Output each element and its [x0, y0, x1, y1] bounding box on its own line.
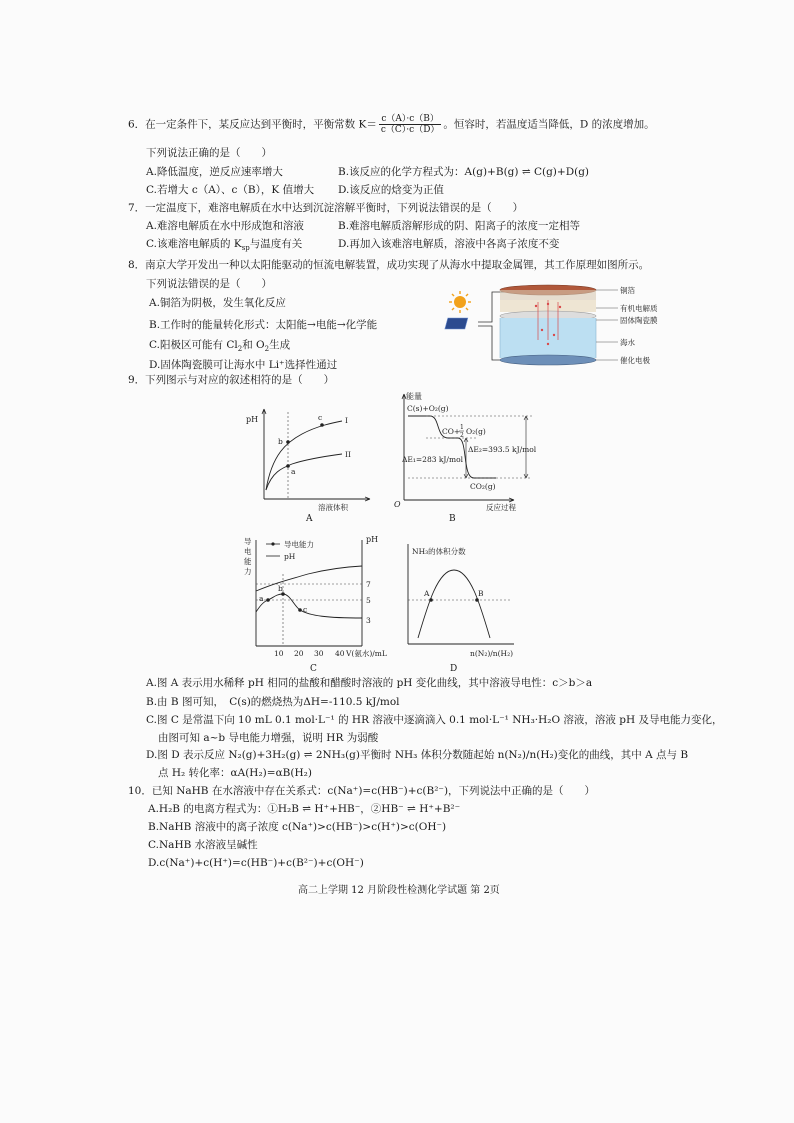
q9-option-d-line2: 点 H₂ 转化率：αA(H₂)=αB(H₂) — [158, 767, 312, 779]
figb-origin: O — [394, 500, 401, 509]
figc-xtick-10: 10 — [274, 649, 284, 658]
figd-curve — [418, 570, 490, 638]
figa-curve-i-label: I — [345, 416, 348, 425]
q7-stem: 7．一定温度下，难溶电解质在水中达到沉淀溶解平衡时，下列说法错误的是（ ） — [128, 202, 524, 214]
label-catalytic-electrode: 催化电极 — [620, 356, 650, 365]
figb-delta-e1: ΔE₁=283 kJ/mol — [402, 455, 463, 464]
q9-stem: 9．下列图示与对应的叙述相符的是（ ） — [128, 374, 335, 386]
figc-ytick-3: 3 — [366, 616, 371, 625]
q8-option-c: C.阳极区可能有 $Cl_2$和 $O_2$生成 — [149, 339, 291, 354]
page-footer: 高二上学期 12 月阶段性检测化学试题 第 2页 — [298, 885, 500, 896]
equilibrium-fraction: $\frac{c(A)\cdot c(B)}{c(C)\cdot c(D)}$ — [380, 114, 440, 135]
figb-caption: B — [449, 514, 456, 524]
figc-ytick-7: 7 — [366, 580, 371, 589]
figc-point-c: c — [303, 605, 308, 614]
figa-point-b: b — [278, 437, 283, 446]
figc-caption: C — [310, 664, 317, 674]
figa-xlabel: 溶液体积 — [318, 503, 348, 512]
figc-point-b: b — [278, 584, 283, 593]
q6-prompt: 下列说法正确的是（ ） — [146, 147, 272, 159]
q7-option-a: A.难溶电解质在水中形成饱和溶液 — [146, 220, 304, 232]
q10-stem: 10．已知 NaHB 在水溶液中存在关系式：c(Na⁺)=c(HB⁻)+c(B²⁻)，下列说法中正确的是（ ） — [128, 785, 596, 797]
figc-ylabel-right: pH — [366, 535, 379, 544]
label-copper-foil: 铜箔 — [620, 286, 635, 295]
figc-xlabel: V(氨水)/mL — [346, 649, 387, 658]
q6-option-d: D.该反应的焓变为正值 — [338, 184, 444, 196]
figa-curve-ii — [266, 454, 342, 490]
q6-option-c: C.若增大 c（A）、c（B），K 值增大 — [146, 184, 315, 196]
figure-b-energy-diagram — [396, 390, 556, 514]
catalytic-electrode — [500, 355, 596, 365]
figa-ylabel: pH — [246, 415, 259, 424]
figd-caption: D — [450, 664, 458, 674]
figure-c-titration — [238, 534, 388, 664]
figc-ylabel-left-3: 能 — [244, 557, 252, 566]
figc-ylabel-left-2: 电 — [244, 547, 252, 556]
label-organic-electrolyte: 有机电解质 — [620, 304, 658, 313]
electrolysis-cell-figure — [448, 280, 688, 375]
label-seawater: 海水 — [620, 338, 635, 347]
q9-option-c-line2: 由图可知 a~b 导电能力增强，说明 HR 为弱酸 — [158, 732, 379, 744]
figc-xtick-20: 20 — [294, 649, 304, 658]
solar-panel-icon — [445, 318, 468, 329]
figb-state-co2: CO₂(g) — [470, 482, 496, 491]
figd-ylabel: NH₃的体积分数 — [412, 547, 466, 556]
figb-delta-e2: ΔE₂=393.5 kJ/mol — [468, 445, 537, 454]
q6-stem: 6．在一定条件下，某反应达到平衡时，平衡常数 K＝ $\frac{c(A)\cdot c(B)}{c(C)\cdot c(D)}$ 。恒容时，若温度适当降低，D 的浓度增加。 — [128, 114, 655, 135]
figc-ytick-5: 5 — [366, 596, 371, 605]
q7-option-c: C.该难溶电解质的 $K_{sp}$与温度有关 — [146, 238, 303, 253]
q7-option-d: D.再加入该难溶电解质，溶液中各离子浓度不变 — [338, 238, 560, 250]
figb-xlabel: 反应过程 — [486, 503, 516, 512]
q6-option-a: A.降低温度，逆反应速率增大 — [146, 166, 283, 178]
q10-option-d: D.c(Na⁺)+c(H⁺)=c(HB⁻)+c(B²⁻)+c(OH⁻) — [148, 857, 364, 869]
figc-xtick-30: 30 — [314, 649, 324, 658]
q10-option-b: B.NaHB 溶液中的离子浓度 c(Na⁺)>c(HB⁻)>c(H⁺)>c(OH⁻) — [148, 821, 447, 833]
label-ceramic-membrane: 固体陶瓷膜 — [620, 316, 658, 325]
figd-xlabel: n(N₂)/n(H₂) — [470, 649, 514, 658]
figb-half-num: 1 — [460, 424, 464, 431]
figb-ylabel: 能量 — [406, 392, 422, 401]
figc-ph-curve — [256, 566, 362, 591]
figd-point-a: A — [424, 589, 430, 598]
q8-option-d: D.固体陶瓷膜可让海水中 Li⁺选择性通过 — [149, 359, 338, 371]
figc-point-a: a — [259, 594, 264, 603]
figb-state-co-o2: O₂(g) — [466, 427, 486, 436]
q8-option-b: B.工作时的能量转化形式：太阳能→电能→化学能 — [149, 319, 378, 331]
figb-state-co: CO+ — [442, 427, 461, 436]
q10-option-c: C.NaHB 水溶液呈碱性 — [148, 839, 258, 851]
q8-option-a: A.铜箔为阴极，发生氧化反应 — [149, 297, 286, 309]
figa-curve-ii-label: II — [345, 450, 351, 459]
sun-icon — [449, 291, 471, 313]
figc-legend-ph: pH — [284, 552, 296, 561]
q9-option-a: A.图 A 表示用水稀释 pH 相同的盐酸和醋酸时溶液的 pH 变化曲线，其中溶液导电性：c＞b＞a — [146, 677, 593, 689]
q8-stem: 8．南京大学开发出一种以太阳能驱动的恒流电解装置，成功实现了从海水中提取金属锂，其工作原理如图所示。 — [128, 259, 650, 271]
q9-option-d-line1: D.图 D 表示反应 N₂(g)+3H₂(g) ⇌ 2NH₃(g)平衡时 NH₃ 体积分数随起始 n(N₂)/n(H₂)变化的曲线，其中 A 点与 B — [146, 749, 689, 761]
q10-option-a: A.H₂B 的电离方程式为：①H₂B ⇌ H⁺+HB⁻，②HB⁻ ⇌ H⁺+B²⁻ — [148, 803, 461, 815]
figc-xtick-40: 40 — [335, 649, 345, 658]
q9-option-c-line1: C.图 C 是常温下向 10 mL 0.1 mol·L⁻¹ 的 HR 溶液中逐滴滴入 0.1 mol·L⁻¹ NH₃·H₂O 溶液，溶液 pH 及导电能力变化， — [146, 714, 723, 726]
q6-option-b: B.该反应的化学方程式为：A(g)+B(g) ⇌ C(g)+D(g) — [338, 166, 590, 178]
q9-option-b: B.由 B 图可知， C(s)的燃烧热为ΔH=-110.5 kJ/mol — [146, 696, 400, 708]
figure-d-nh3-fraction — [404, 542, 529, 662]
figa-point-a: a — [291, 467, 296, 476]
figure-a-ph-dilution — [242, 404, 372, 514]
figd-point-b: B — [478, 589, 484, 598]
q7-option-b: B.难溶电解质溶解形成的阴、阳离子的浓度一定相等 — [338, 220, 581, 232]
figb-state-reactants: C(s)+O₂(g) — [407, 404, 449, 413]
figa-caption: A — [306, 514, 313, 524]
q8-prompt: 下列说法错误的是（ ） — [146, 278, 272, 290]
figc-legend-conductivity: 导电能力 — [284, 540, 314, 549]
figc-ylabel-left-4: 力 — [244, 567, 252, 576]
figc-ylabel-left-1: 导 — [244, 537, 252, 546]
figa-point-c: c — [318, 413, 323, 422]
figb-half-den: 2 — [460, 432, 464, 439]
figc-conductivity-curve — [256, 594, 362, 618]
